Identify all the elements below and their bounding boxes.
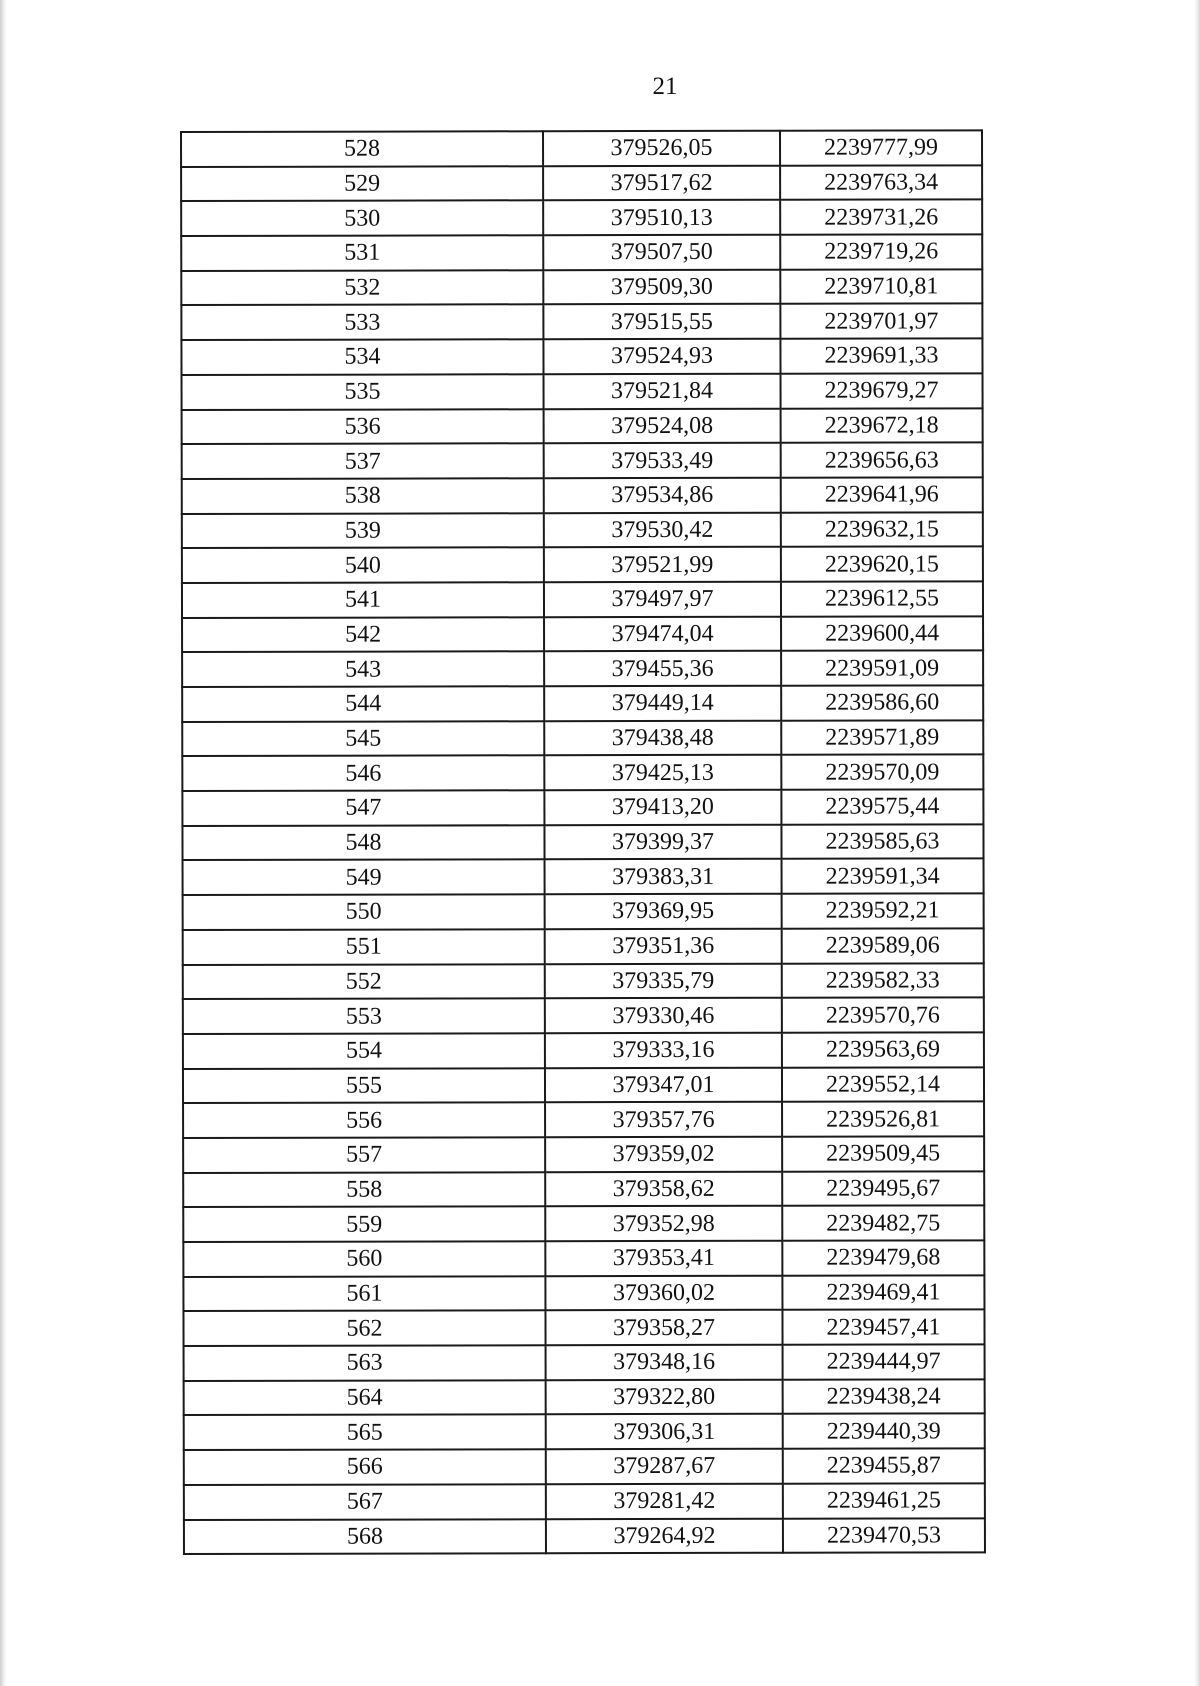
y-coordinate-cell: 2239591,09 xyxy=(781,651,983,686)
y-coordinate-cell: 2239710,81 xyxy=(780,269,982,304)
x-coordinate-cell: 379369,95 xyxy=(545,894,782,929)
point-number-cell: 557 xyxy=(183,1137,545,1172)
table-row xyxy=(184,1448,985,1484)
x-coordinate-cell: 379351,36 xyxy=(545,929,782,964)
point-number-cell: 562 xyxy=(183,1311,545,1346)
x-coordinate-cell: 379521,84 xyxy=(544,374,781,409)
point-number-cell: 565 xyxy=(184,1415,546,1450)
point-number-cell: 548 xyxy=(182,825,544,860)
table-row xyxy=(182,581,983,617)
table-row xyxy=(181,200,982,236)
x-coordinate-cell: 379449,14 xyxy=(544,686,781,721)
point-number-cell: 528 xyxy=(181,131,543,166)
point-number-cell: 531 xyxy=(181,235,543,270)
point-number-cell: 556 xyxy=(183,1102,545,1137)
x-coordinate-cell: 379357,76 xyxy=(545,1102,782,1137)
point-number-cell: 559 xyxy=(183,1207,545,1242)
y-coordinate-cell: 2239691,33 xyxy=(780,338,982,373)
x-coordinate-cell: 379524,93 xyxy=(543,339,780,374)
point-number-cell: 555 xyxy=(183,1068,545,1103)
x-coordinate-cell: 379287,67 xyxy=(546,1449,783,1484)
point-number-cell: 567 xyxy=(184,1484,546,1519)
point-number-cell: 530 xyxy=(181,201,543,236)
table-row xyxy=(183,1240,984,1276)
table-row xyxy=(182,651,983,687)
point-number-cell: 549 xyxy=(183,860,545,895)
y-coordinate-cell: 2239563,69 xyxy=(782,1032,984,1067)
y-coordinate-cell: 2239438,24 xyxy=(783,1379,985,1414)
y-coordinate-cell: 2239586,60 xyxy=(781,685,983,720)
table-row xyxy=(182,685,983,721)
x-coordinate-cell: 379526,05 xyxy=(543,131,780,166)
x-coordinate-cell: 379360,02 xyxy=(545,1275,782,1310)
table-row xyxy=(183,1206,984,1242)
table-row xyxy=(181,234,982,270)
coordinates-table-body xyxy=(181,130,985,1554)
point-number-cell: 554 xyxy=(183,1033,545,1068)
y-coordinate-cell: 2239731,26 xyxy=(780,200,982,235)
point-number-cell: 568 xyxy=(184,1519,546,1554)
table-row xyxy=(181,165,982,201)
y-coordinate-cell: 2239777,99 xyxy=(780,130,982,165)
y-coordinate-cell: 2239582,33 xyxy=(782,963,984,998)
point-number-cell: 533 xyxy=(181,305,543,340)
table-row xyxy=(183,928,984,964)
table-row xyxy=(182,789,983,825)
point-number-cell: 547 xyxy=(182,790,544,825)
x-coordinate-cell: 379348,16 xyxy=(546,1345,783,1380)
y-coordinate-cell: 2239641,96 xyxy=(781,477,983,512)
y-coordinate-cell: 2239600,44 xyxy=(781,616,983,651)
table-row xyxy=(183,1067,984,1103)
x-coordinate-cell: 379358,62 xyxy=(545,1171,782,1206)
x-coordinate-cell: 379455,36 xyxy=(544,651,781,686)
scan-edge-right xyxy=(1194,0,1200,1686)
x-coordinate-cell: 379413,20 xyxy=(544,790,781,825)
table-row xyxy=(183,1102,984,1138)
y-coordinate-cell: 2239469,41 xyxy=(782,1275,984,1310)
table-row xyxy=(181,304,982,340)
table-row xyxy=(183,1310,984,1346)
y-coordinate-cell: 2239479,68 xyxy=(782,1240,984,1275)
table-row xyxy=(183,1032,984,1068)
point-number-cell: 564 xyxy=(184,1380,546,1415)
table-row xyxy=(182,616,983,652)
y-coordinate-cell: 2239457,41 xyxy=(782,1310,984,1345)
table-row xyxy=(184,1344,985,1380)
table-row xyxy=(182,720,983,756)
y-coordinate-cell: 2239552,14 xyxy=(782,1067,984,1102)
point-number-cell: 566 xyxy=(184,1449,546,1484)
y-coordinate-cell: 2239470,53 xyxy=(783,1518,985,1553)
x-coordinate-cell: 379534,86 xyxy=(544,478,781,513)
table-row xyxy=(184,1414,985,1450)
y-coordinate-cell: 2239444,97 xyxy=(783,1344,985,1379)
x-coordinate-cell: 379521,99 xyxy=(544,547,781,582)
y-coordinate-cell: 2239482,75 xyxy=(782,1206,984,1241)
point-number-cell: 542 xyxy=(182,617,544,652)
x-coordinate-cell: 379322,80 xyxy=(546,1379,783,1414)
x-coordinate-cell: 379347,01 xyxy=(545,1067,782,1102)
point-number-cell: 538 xyxy=(182,478,544,513)
y-coordinate-cell: 2239461,25 xyxy=(783,1483,985,1518)
y-coordinate-cell: 2239632,15 xyxy=(781,512,983,547)
y-coordinate-cell: 2239526,81 xyxy=(782,1102,984,1137)
x-coordinate-cell: 379264,92 xyxy=(546,1518,783,1553)
table-row xyxy=(182,373,983,409)
y-coordinate-cell: 2239612,55 xyxy=(781,581,983,616)
table-row xyxy=(183,1136,984,1172)
point-number-cell: 534 xyxy=(181,339,543,374)
y-coordinate-cell: 2239440,39 xyxy=(783,1414,985,1449)
y-coordinate-cell: 2239672,18 xyxy=(781,408,983,443)
coordinates-table xyxy=(180,129,986,1555)
y-coordinate-cell: 2239592,21 xyxy=(782,893,984,928)
table-row xyxy=(181,338,982,374)
table-row xyxy=(182,408,983,444)
table-row xyxy=(182,824,983,860)
point-number-cell: 541 xyxy=(182,582,544,617)
table-row xyxy=(183,893,984,929)
point-number-cell: 537 xyxy=(182,443,544,478)
table-row xyxy=(183,998,984,1034)
y-coordinate-cell: 2239656,63 xyxy=(781,443,983,478)
y-coordinate-cell: 2239763,34 xyxy=(780,165,982,200)
x-coordinate-cell: 379352,98 xyxy=(545,1206,782,1241)
x-coordinate-cell: 379333,16 xyxy=(545,1033,782,1068)
x-coordinate-cell: 379281,42 xyxy=(546,1484,783,1519)
y-coordinate-cell: 2239589,06 xyxy=(782,928,984,963)
point-number-cell: 545 xyxy=(182,721,544,756)
point-number-cell: 552 xyxy=(183,964,545,999)
scan-edge-left xyxy=(0,0,7,1686)
point-number-cell: 540 xyxy=(182,547,544,582)
point-number-cell: 536 xyxy=(182,409,544,444)
table-row xyxy=(182,547,983,583)
table-row xyxy=(184,1379,985,1415)
x-coordinate-cell: 379497,97 xyxy=(544,582,781,617)
table-row xyxy=(182,477,983,513)
x-coordinate-cell: 379517,62 xyxy=(543,165,780,200)
x-coordinate-cell: 379530,42 xyxy=(544,512,781,547)
table-row xyxy=(181,269,982,305)
table-row xyxy=(182,755,983,791)
y-coordinate-cell: 2239571,89 xyxy=(781,720,983,755)
x-coordinate-cell: 379306,31 xyxy=(546,1414,783,1449)
x-coordinate-cell: 379425,13 xyxy=(544,755,781,790)
table-row xyxy=(182,443,983,479)
x-coordinate-cell: 379524,08 xyxy=(544,408,781,443)
table-row xyxy=(183,1171,984,1207)
point-number-cell: 553 xyxy=(183,998,545,1033)
x-coordinate-cell: 379438,48 xyxy=(544,720,781,755)
y-coordinate-cell: 2239570,76 xyxy=(782,998,984,1033)
x-coordinate-cell: 379330,46 xyxy=(545,998,782,1033)
y-coordinate-cell: 2239570,09 xyxy=(781,755,983,790)
point-number-cell: 532 xyxy=(181,270,543,305)
table-row xyxy=(181,130,982,166)
table-row xyxy=(182,512,983,548)
x-coordinate-cell: 379358,27 xyxy=(545,1310,782,1345)
x-coordinate-cell: 379533,49 xyxy=(544,443,781,478)
y-coordinate-cell: 2239495,67 xyxy=(782,1171,984,1206)
point-number-cell: 529 xyxy=(181,166,543,201)
point-number-cell: 558 xyxy=(183,1172,545,1207)
point-number-cell: 535 xyxy=(182,374,544,409)
y-coordinate-cell: 2239591,34 xyxy=(782,859,984,894)
table-row xyxy=(183,963,984,999)
x-coordinate-cell: 379510,13 xyxy=(543,200,780,235)
table-row xyxy=(183,859,984,895)
point-number-cell: 551 xyxy=(183,929,545,964)
x-coordinate-cell: 379509,30 xyxy=(543,269,780,304)
table-row xyxy=(184,1518,985,1554)
y-coordinate-cell: 2239575,44 xyxy=(781,789,983,824)
point-number-cell: 546 xyxy=(182,756,544,791)
y-coordinate-cell: 2239509,45 xyxy=(782,1136,984,1171)
y-coordinate-cell: 2239455,87 xyxy=(783,1448,985,1483)
x-coordinate-cell: 379335,79 xyxy=(545,963,782,998)
point-number-cell: 560 xyxy=(183,1241,545,1276)
y-coordinate-cell: 2239719,26 xyxy=(780,234,982,269)
point-number-cell: 543 xyxy=(182,652,544,687)
point-number-cell: 550 xyxy=(183,894,545,929)
point-number-cell: 544 xyxy=(182,686,544,721)
point-number-cell: 563 xyxy=(184,1345,546,1380)
y-coordinate-cell: 2239620,15 xyxy=(781,547,983,582)
point-number-cell: 561 xyxy=(183,1276,545,1311)
x-coordinate-cell: 379474,04 xyxy=(544,616,781,651)
x-coordinate-cell: 379353,41 xyxy=(545,1241,782,1276)
x-coordinate-cell: 379383,31 xyxy=(545,859,782,894)
page-number: 21 xyxy=(652,73,678,100)
y-coordinate-cell: 2239701,97 xyxy=(780,304,982,339)
x-coordinate-cell: 379507,50 xyxy=(543,235,780,270)
y-coordinate-cell: 2239679,27 xyxy=(781,373,983,408)
x-coordinate-cell: 379399,37 xyxy=(544,824,781,859)
table-row xyxy=(184,1483,985,1519)
table-row xyxy=(183,1275,984,1311)
y-coordinate-cell: 2239585,63 xyxy=(781,824,983,859)
x-coordinate-cell: 379359,02 xyxy=(545,1137,782,1172)
x-coordinate-cell: 379515,55 xyxy=(543,304,780,339)
point-number-cell: 539 xyxy=(182,513,544,548)
